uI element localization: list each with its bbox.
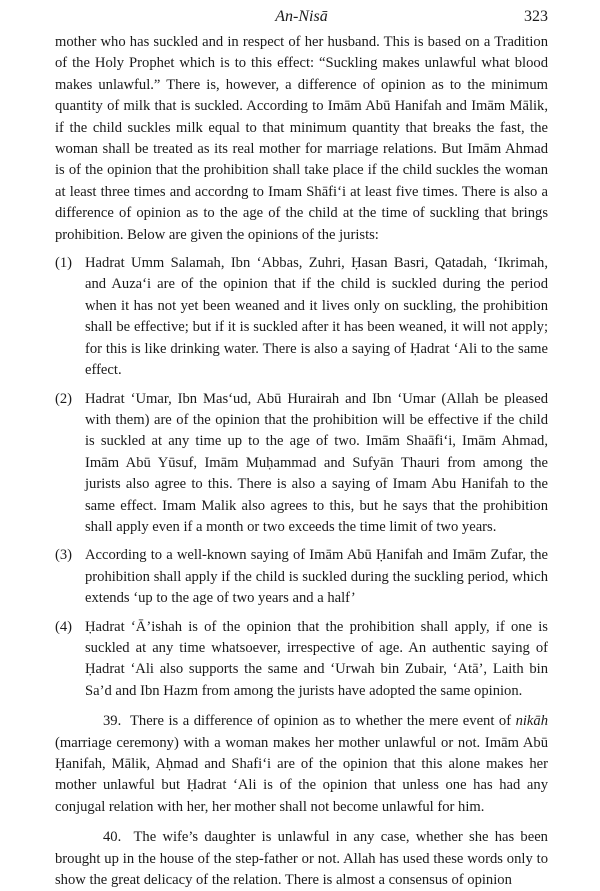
intro-paragraph: mother who has suckled and in respect of her husband. This is based on a Tradition of the Holy Prophet which is to this effect: “Suckling makes unlawful what blood makes unlawful.” There is, however, a difference of opinion as to the minimum quantity of milk that is suckled. According to Imām Abū Hanifah and Imām Mālik, if the child suckles milk equal to that minimum quantity that breaks the fast, the woman shall be treated as its real mother for marriage relations. But Imām Ahmad is of the opinion that the prohibition shall take place if the child suckles the woman at least three times and accordng to Imam Shāfi‘i at least five times. There is also a difference of opinion as to the age of the child at the time of suckling that brings prohibition. Below are given the opinions of the jurists: (55, 34, 548, 243)
running-title: An-Nisā (275, 8, 328, 25)
italic-term: nikāh (515, 713, 548, 730)
note-text: There is a difference of opinion as to whether the mere event of (129, 713, 516, 730)
opinion-item-4 (55, 617, 548, 703)
opinion-item-3 (55, 545, 548, 609)
page-number: 323 (524, 8, 548, 25)
note-39 (55, 711, 548, 818)
opinion-text: Hadrat Umm Salamah, Ibn ‘Abbas, Zuhri, Ḥasan Basri, Qatadah, ‘Ikrimah, and Auza‘i are of the opinion that if the child is suckled during the period when it has not yet been weaned and it lives only on suckling, the prohibition shall be effective; but if it is suckled after it has been weaned, it will not apply; for this is like drinking water. There is also a saying of Ḥadrat ‘Ali to the same effect. (85, 255, 548, 379)
note-text: (marriage ceremony) with a woman makes her mother unlawful or not. Imām Abū Ḥanifah, Mālik, Aḥmad and Shafi‘i are of the opinion that this alone makes her mother unlawful but Ḥadrat ‘Ali is of the opinion that unless one has had any conjugal relation with her, her mother shall not become unlawful for him. (55, 734, 548, 815)
opinion-number: (1) (55, 255, 73, 272)
opinion-text: Hadrat ‘Umar, Ibn Mas‘ud, Abū Hurairah and Ibn ‘Umar (Allah be pleased with them) are of the opinion that the prohibition will be effective if the child is suckled at any time up to the age of two. Imām Shaāfi‘i, Imām Ahmad, Imām Abū Yūsuf, Imām Muḥammad and Sufyān Thauri from among the jurists also agree to this. There is also a saying of Imam Abu Hanifah to the same effect. Imam Malik also agrees to this, but he says that the prohibition shall apply even if a month or two exceeds the time limit of two years. (85, 390, 548, 535)
note-number: 39. (103, 713, 122, 730)
opinion-item-2 (55, 389, 548, 539)
opinion-number: (4) (55, 618, 73, 635)
opinion-number: (2) (55, 390, 73, 407)
opinion-item-1 (55, 253, 548, 381)
note-text: The wife’s daughter is unlawful in any case, whether she has been brought up in the house of the step-father or not. Allah has used these words only to show the great delicacy of the relation. There is almost a consensus of opinion (55, 829, 548, 889)
note-40 (55, 827, 548, 891)
page-header (55, 6, 548, 30)
opinion-number: (3) (55, 547, 73, 564)
page-body (55, 32, 548, 891)
opinion-text: According to a well-known saying of Imām Abū Ḥanifah and Imām Zufar, the prohibition shall apply if the child is suckled during the suckling period, which extends ‘up to the age of two years and a half’ (85, 547, 548, 607)
opinion-text: Ḥadrat ‘Ā’ishah is of the opinion that the prohibition shall apply, if one is suckled at any time whatsoever, irrespective of age. An authentic saying of Ḥadrat ‘Ali also supports the same and ‘Urwah bin Zubair, ‘Atā’, Laith bin Sa’d and Ibn Hazm from among the jurists have adopted the same opinion. (85, 618, 548, 699)
note-number: 40. (103, 829, 122, 846)
